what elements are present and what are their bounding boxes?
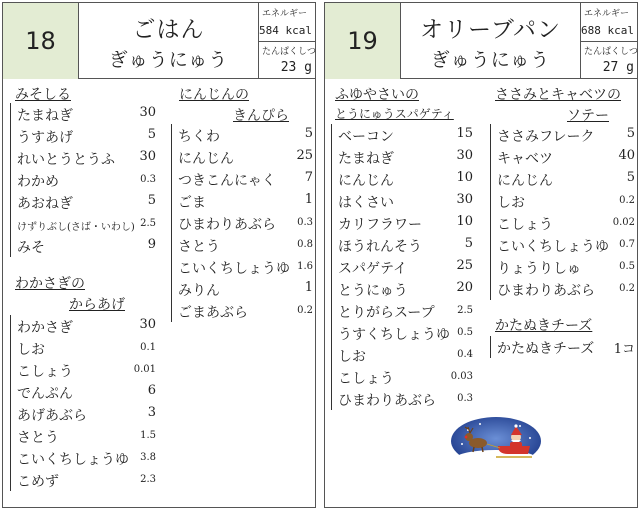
ingredient-name: しお <box>17 342 45 358</box>
ingredient-name: にんじん <box>497 173 553 189</box>
staple-food: オリーブパン <box>419 17 561 43</box>
ingredient-name: あおねぎ <box>17 196 73 212</box>
ingredient-row <box>17 191 156 213</box>
ingredient-row <box>338 212 473 234</box>
ingredient-amount: 0.5 <box>619 261 635 272</box>
dish-title: とうにゅうスパゲティ <box>335 107 454 121</box>
ingredient-amount: 40 <box>618 148 635 163</box>
ingredient-amount: 0.2 <box>619 195 635 206</box>
ingredient-row <box>497 234 635 256</box>
ingredient-amount: 25 <box>456 258 473 273</box>
ingredient-row <box>17 447 156 469</box>
ingredient-amount: 1コ <box>613 342 635 357</box>
ingredient-amount: 30 <box>139 149 156 164</box>
ingredient-row <box>17 469 156 491</box>
energy-value: 584 kcal <box>259 24 312 37</box>
dish-title: きんぴら <box>233 108 289 124</box>
ingredient-row <box>178 146 313 168</box>
ingredient-name: れいとうとうふ <box>17 152 115 168</box>
ingredient-amount: 0.5 <box>457 327 473 338</box>
ingredient-amount: 15 <box>456 126 473 141</box>
ingredient-row <box>338 278 473 300</box>
ingredient-row <box>178 124 313 146</box>
ingredient-amount: 5 <box>626 170 635 185</box>
ingredient-row <box>178 168 313 190</box>
energy-label: エネルギー <box>584 9 630 19</box>
dish-title: ソテー <box>567 108 609 124</box>
ingredient-amount: 0.3 <box>140 174 156 185</box>
ingredient-list <box>490 124 635 300</box>
ingredient-name: こいくちしょうゆ <box>178 261 290 277</box>
ingredient-amount: 25 <box>296 148 313 163</box>
ingredient-amount: 5 <box>464 236 473 251</box>
ingredient-row <box>17 337 156 359</box>
dish-title: ささみとキャベツの <box>495 87 621 103</box>
ingredient-name: スパゲテイ <box>338 261 408 277</box>
ingredient-amount: 30 <box>456 192 473 207</box>
ingredient-row <box>17 315 156 337</box>
ingredient-name: こしょう <box>17 364 73 380</box>
ingredient-name: さとう <box>178 239 220 255</box>
meal-names <box>401 3 581 79</box>
ingredient-amount: 30 <box>139 317 156 332</box>
ingredient-amount: 3 <box>147 405 156 420</box>
ingredient-row <box>497 256 635 278</box>
ingredient-row <box>497 124 635 146</box>
day-number: 19 <box>325 3 401 79</box>
ingredient-amount: 0.1 <box>140 342 156 353</box>
ingredient-row <box>17 213 156 235</box>
ingredient-name: とうにゅう <box>338 283 408 299</box>
ingredient-name: さとう <box>17 430 59 446</box>
day-header <box>325 3 637 79</box>
ingredient-row <box>497 212 635 234</box>
ingredient-name: キャベツ <box>497 151 553 167</box>
ingredient-name: はくさい <box>338 195 394 211</box>
ingredient-amount: 30 <box>456 148 473 163</box>
ingredient-row <box>338 256 473 278</box>
dish-title: にんじんの <box>179 87 249 103</box>
dish-title: わかさぎの <box>15 276 85 292</box>
ingredient-amount: 0.2 <box>297 305 313 316</box>
ingredient-name: こめず <box>17 474 59 490</box>
ingredient-amount: 0.4 <box>457 349 473 360</box>
ingredient-name: こいくちしょうゆ <box>497 239 609 255</box>
ingredient-name: ひまわりあぶら <box>338 393 436 409</box>
ingredient-amount: 1 <box>304 192 313 207</box>
nutrition-box <box>259 3 315 79</box>
ingredient-name: りょうりしゅ <box>497 261 581 277</box>
nutrition-box <box>581 3 637 79</box>
dish-title: ふゆやさいの <box>335 87 419 103</box>
ingredient-amount: 2.5 <box>140 218 156 229</box>
ingredient-amount: 5 <box>147 193 156 208</box>
ingredient-name: にんじん <box>338 173 394 189</box>
ingredient-amount: 0.2 <box>619 283 635 294</box>
ingredient-amount: 1.6 <box>297 261 313 272</box>
ingredient-name: しお <box>497 195 525 211</box>
santa-sleigh-illustration <box>450 416 542 466</box>
ingredient-row <box>338 234 473 256</box>
ingredient-row <box>17 359 156 381</box>
ingredient-row <box>338 322 473 344</box>
ingredient-row <box>338 388 473 410</box>
drink: ぎゅうにゅう <box>430 49 551 71</box>
ingredient-name: わかさぎ <box>17 320 73 336</box>
ingredient-row <box>17 125 156 147</box>
ingredient-name: ごま <box>178 195 206 211</box>
ingredient-name: しお <box>338 349 366 365</box>
ingredient-name: けずりぶし(さば・いわし) <box>17 222 135 233</box>
energy-label: エネルギー <box>262 9 308 19</box>
ingredient-row <box>338 124 473 146</box>
dish-title: かたぬきチーズ <box>495 318 593 334</box>
ingredient-name: うすあげ <box>17 130 73 146</box>
ingredient-amount: 5 <box>304 126 313 141</box>
ingredient-name: わかめ <box>17 174 59 190</box>
ingredient-row <box>17 147 156 169</box>
ingredient-amount: 5 <box>147 127 156 142</box>
drink: ぎゅうにゅう <box>108 49 229 71</box>
dish-title: からあげ <box>69 297 125 313</box>
protein-value: 23 g <box>280 60 312 75</box>
protein-value: 27 g <box>602 60 634 75</box>
ingredient-amount: 5 <box>626 126 635 141</box>
ingredient-list <box>171 124 313 322</box>
ingredient-amount: 0.8 <box>297 239 313 250</box>
ingredient-row <box>338 146 473 168</box>
ingredient-row <box>338 344 473 366</box>
ingredient-list <box>331 124 473 410</box>
ingredient-name: かたぬきチーズ <box>497 341 595 357</box>
ingredient-name: こいくちしょうゆ <box>17 452 129 468</box>
ingredient-name: つきこんにゃく <box>178 173 276 189</box>
dish-title: みそしる <box>15 87 71 103</box>
ingredient-name: みりん <box>178 283 220 299</box>
ingredient-row <box>178 300 313 322</box>
ingredient-row <box>17 381 156 403</box>
ingredient-name: こしょう <box>338 371 394 387</box>
ingredient-row <box>338 190 473 212</box>
ingredient-row <box>497 278 635 300</box>
ingredient-amount: 0.3 <box>297 217 313 228</box>
day-18-panel <box>2 2 316 508</box>
day-number: 18 <box>3 3 79 79</box>
staple-food: ごはん <box>132 17 205 43</box>
ingredient-name: みそ <box>17 240 45 256</box>
ingredient-row <box>497 336 635 358</box>
ingredient-row <box>497 168 635 190</box>
ingredient-amount: 10 <box>456 170 473 185</box>
ingredient-list <box>10 103 156 257</box>
day-19-panel <box>324 2 638 508</box>
ingredient-amount: 0.01 <box>133 364 156 375</box>
ingredient-amount: 1 <box>304 280 313 295</box>
ingredient-amount: 6 <box>147 383 156 398</box>
ingredient-name: うすくちしょうゆ <box>338 327 450 343</box>
ingredient-row <box>17 169 156 191</box>
ingredient-name: ベーコン <box>338 129 394 145</box>
ingredient-row <box>178 234 313 256</box>
ingredient-amount: 2.3 <box>140 474 156 485</box>
ingredient-row <box>497 190 635 212</box>
ingredient-name: カリフラワー <box>338 217 422 233</box>
ingredient-row <box>338 366 473 388</box>
ingredient-amount: 30 <box>139 105 156 120</box>
ingredient-amount: 0.7 <box>619 239 635 250</box>
protein-label: たんぱくしつ <box>262 47 317 57</box>
ingredient-amount: 20 <box>456 280 473 295</box>
ingredient-name: たまねぎ <box>338 151 394 167</box>
ingredient-name: ちくわ <box>178 129 220 145</box>
protein-label: たんぱくしつ <box>584 47 639 57</box>
ingredient-amount: 2.5 <box>457 305 473 316</box>
ingredient-name: こしょう <box>497 217 553 233</box>
ingredient-row <box>178 278 313 300</box>
ingredient-amount: 0.03 <box>450 371 473 382</box>
ingredient-row <box>338 300 473 322</box>
ingredient-name: あげあぶら <box>17 408 87 424</box>
ingredient-amount: 0.3 <box>457 393 473 404</box>
ingredient-row <box>178 256 313 278</box>
ingredient-name: ほうれんそう <box>338 239 422 255</box>
ingredient-row <box>497 146 635 168</box>
ingredient-row <box>17 235 156 257</box>
ingredient-name: とりがらスープ <box>338 305 435 321</box>
ingredient-name: たまねぎ <box>17 108 73 124</box>
ingredient-row <box>17 403 156 425</box>
ingredient-row <box>17 425 156 447</box>
energy-value: 688 kcal <box>581 24 634 37</box>
ingredient-name: ささみフレーク <box>497 129 595 145</box>
ingredient-list <box>490 336 635 358</box>
ingredient-name: ごまあぶら <box>178 305 248 321</box>
ingredient-amount: 0.02 <box>612 217 635 228</box>
ingredient-amount: 9 <box>147 237 156 252</box>
ingredient-list <box>10 315 156 491</box>
ingredient-name: ひまわりあぶら <box>497 283 595 299</box>
ingredient-name: でんぷん <box>17 386 73 402</box>
ingredient-row <box>178 212 313 234</box>
ingredient-amount: 1.5 <box>140 430 156 441</box>
ingredient-name: にんじん <box>178 151 234 167</box>
ingredient-amount: 7 <box>304 170 313 185</box>
ingredient-amount: 3.8 <box>140 452 156 463</box>
ingredient-name: ひまわりあぶら <box>178 217 276 233</box>
ingredient-row <box>178 190 313 212</box>
ingredient-amount: 10 <box>456 214 473 229</box>
ingredient-row <box>17 103 156 125</box>
ingredient-row <box>338 168 473 190</box>
day-header <box>3 3 315 79</box>
meal-names <box>79 3 259 79</box>
